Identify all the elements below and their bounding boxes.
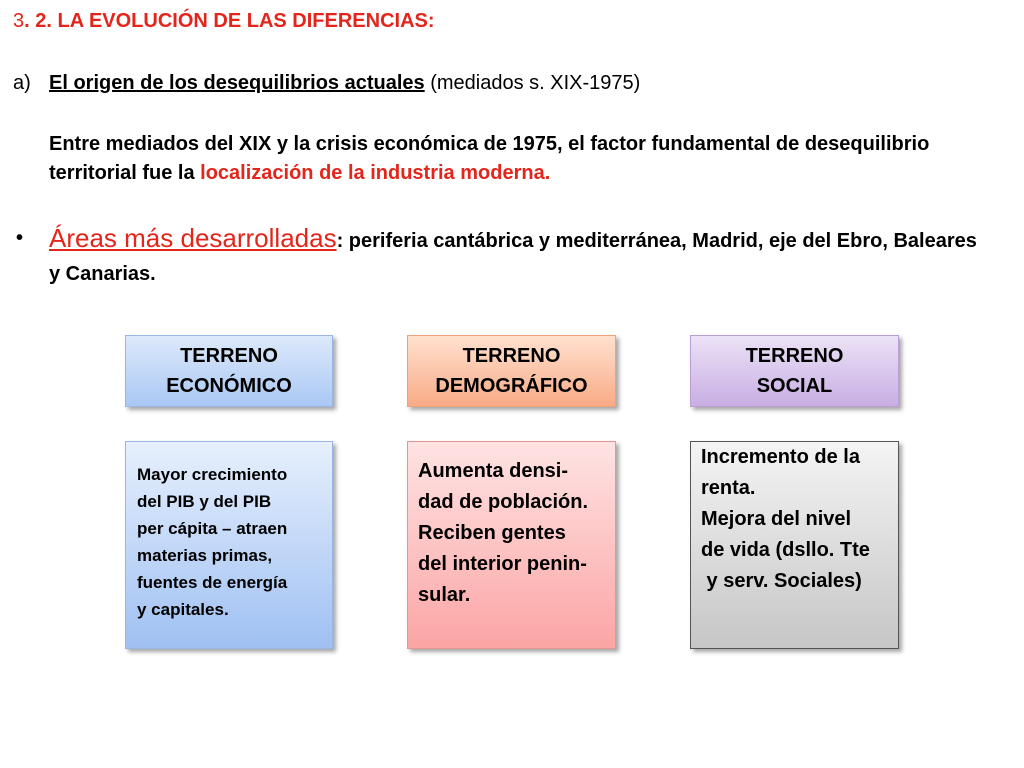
bullet-heading: Áreas más desarrolladas bbox=[49, 223, 337, 253]
body-economico-line-3: per cápita – atraen bbox=[137, 519, 288, 538]
intro-paragraph-highlight: localización de la industria moderna. bbox=[200, 162, 551, 184]
body-demografico-line-2: dad de población. bbox=[418, 491, 589, 513]
body-economico bbox=[125, 441, 333, 649]
section-title-text: . 2. LA EVOLUCIÓN DE LAS DIFERENCIAS: bbox=[24, 10, 435, 32]
body-social-line-3: Mejora del nivel bbox=[701, 508, 852, 530]
body-demografico bbox=[407, 441, 616, 649]
body-economico-line-1: Mayor crecimiento bbox=[137, 465, 288, 484]
header-demografico-line-1: TERRENO bbox=[462, 345, 561, 367]
header-economico-line-1: TERRENO bbox=[180, 345, 278, 367]
subheading-rest: (mediados s. XIX-1975) bbox=[424, 72, 641, 94]
body-demografico-line-4: del interior penin- bbox=[418, 553, 587, 575]
header-economico bbox=[125, 335, 333, 407]
subheading bbox=[13, 72, 640, 95]
body-demografico-line-5: sular. bbox=[418, 584, 471, 606]
header-social-line-1: TERRENO bbox=[745, 345, 844, 367]
body-economico-line-5: fuentes de energía bbox=[137, 573, 288, 592]
body-demografico-line-1: Aumenta densi- bbox=[418, 460, 569, 482]
body-economico-line-2: del PIB y del PIB bbox=[137, 492, 272, 511]
body-social-line-2: renta. bbox=[701, 477, 756, 499]
section-number: 3 bbox=[13, 10, 25, 32]
bullet-rest: : periferia cantábrica y mediterránea, Madrid, eje del Ebro, Baleares y Canarias. bbox=[49, 230, 977, 285]
header-social bbox=[690, 335, 899, 407]
bullet-item bbox=[13, 222, 993, 291]
body-demografico-line-3: Reciben gentes bbox=[418, 522, 566, 544]
body-economico-line-4: materias primas, bbox=[137, 546, 273, 565]
header-social-line-2: SOCIAL bbox=[756, 375, 833, 397]
bullet-text bbox=[49, 222, 993, 291]
body-social-line-4: de vida (dsllo. Tte bbox=[701, 539, 870, 561]
section-title bbox=[13, 10, 435, 33]
body-economico-line-6: y capitales. bbox=[137, 600, 229, 619]
body-social-line-5: y serv. Sociales) bbox=[701, 570, 862, 592]
intro-paragraph bbox=[49, 130, 949, 188]
bullet-dot: • bbox=[16, 227, 24, 249]
subheading-underlined: El origen de los desequilibrios actuales bbox=[49, 72, 425, 94]
subheading-marker: a) bbox=[13, 72, 31, 94]
header-demografico bbox=[407, 335, 616, 407]
body-social bbox=[690, 441, 899, 649]
header-economico-line-2: ECONÓMICO bbox=[166, 375, 292, 397]
header-demografico-line-2: DEMOGRÁFICO bbox=[435, 375, 588, 397]
body-social-line-1: Incremento de la bbox=[701, 446, 860, 468]
intro-paragraph-text: Entre mediados del XIX y la crisis económica de 1975, el factor fundamental de desequilibrio territorial fue la bbox=[49, 133, 930, 184]
